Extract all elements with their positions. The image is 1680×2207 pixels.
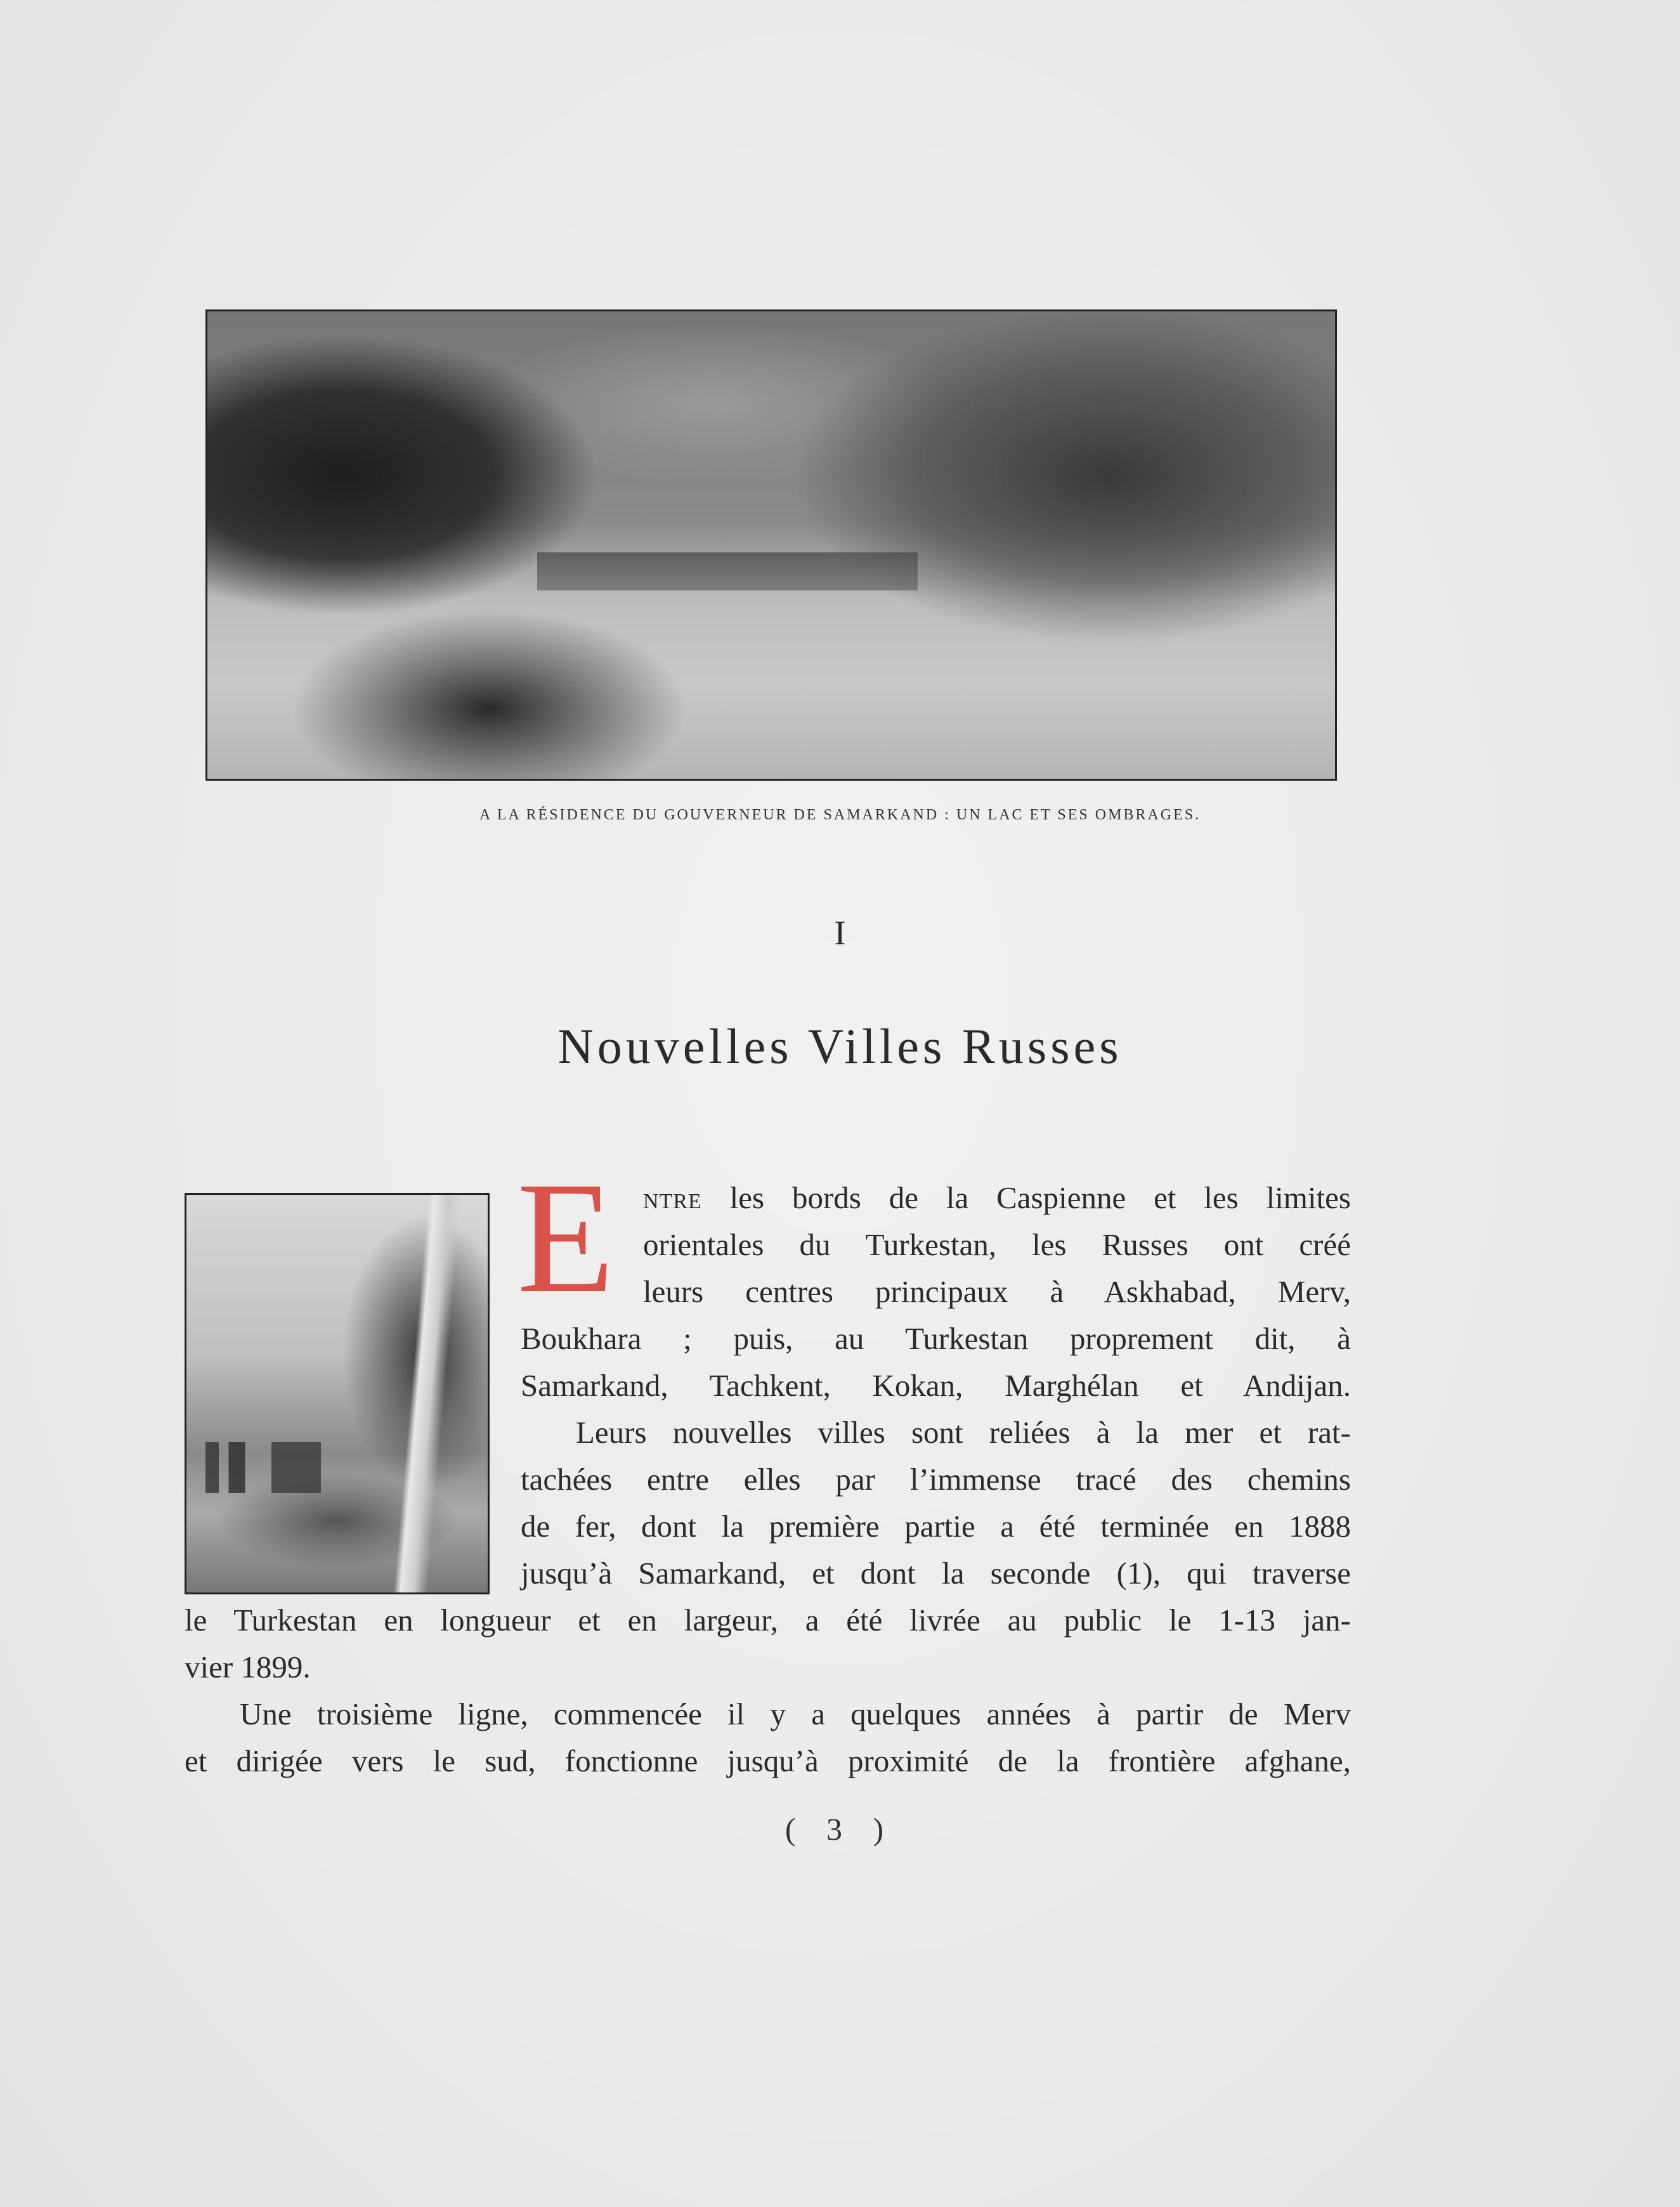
- small-caps-word: NTRE: [643, 1190, 702, 1213]
- photo-people: [205, 1442, 370, 1493]
- text-line: Leurs nouvelles villes sont reliées à la mer et rat-: [576, 1415, 1351, 1450]
- text-line: tachées entre elles par l’immense tracé des chemins: [521, 1462, 1351, 1497]
- photo-lake-residence: [205, 309, 1337, 781]
- text-line: vier 1899.: [185, 1650, 311, 1684]
- text-line: [643, 1175, 1351, 1225]
- text-line: leurs centres principaux à Askhabad, Merv,: [643, 1274, 1351, 1309]
- page-number: ( 3 ): [785, 1811, 895, 1847]
- text-line: le Turkestan en longueur et en largeur, a été livrée au public le 1-13 jan-: [185, 1603, 1351, 1637]
- text-line: Une troisième ligne, commencée il y a quelques années à partir de Merv: [240, 1696, 1351, 1731]
- text-line: de fer, dont la première partie a été terminée en 1888: [521, 1509, 1351, 1544]
- photo-avenue-trees: [185, 1193, 490, 1594]
- text-line: jusqu’à Samarkand, et dont la seconde (1), qui traverse: [521, 1556, 1351, 1591]
- drop-cap: E: [517, 1149, 615, 1326]
- text-line-content: les bords de la Caspienne et les limites: [729, 1180, 1351, 1215]
- chapter-title: Nouvelles Villes Russes: [557, 1019, 1123, 1074]
- text-line: et dirigée vers le sud, fonctionne jusqu’à proximité de la frontière afghane,: [185, 1743, 1351, 1778]
- text-line: Boukhara ; puis, au Turkestan proprement dit, à: [521, 1321, 1351, 1356]
- text-line: orientales du Turkestan, les Russes ont créé: [643, 1227, 1351, 1262]
- chapter-number: I: [834, 914, 846, 952]
- photo-caption: A LA RÉSIDENCE DU GOUVERNEUR DE SAMARKAND : UN LAC ET SES OMBRAGES.: [479, 807, 1201, 823]
- photo-bridge: [537, 552, 918, 590]
- text-line: Samarkand, Tachkent, Kokan, Marghélan et Andijan.: [521, 1368, 1351, 1403]
